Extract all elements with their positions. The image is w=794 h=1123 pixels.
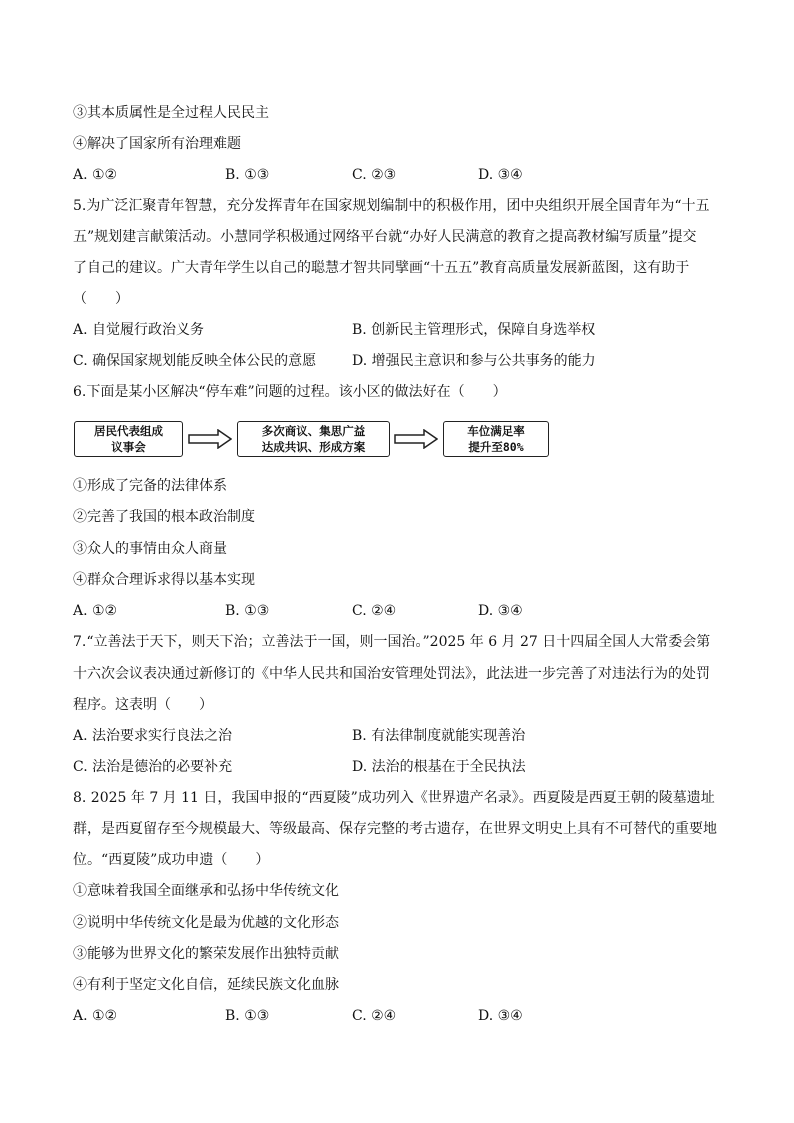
flow-box-3-line1: 车位满足率 [467,424,525,438]
q8-stem-line1: 8. 2025 年 7 月 11 日，我国申报的“西夏陵”成功列入《世界遗产名录》。西夏陵是西夏王朝的陵墓遗址 [73,790,715,806]
q6-option-a: A. ①② [73,603,118,619]
flow-box-2-line2: 达成共识、形成方案 [261,440,366,454]
q4-option-d: D. ③④ [478,167,523,183]
q5-stem-line1: 5.为广泛汇聚青年智慧，充分发挥青年在国家规划编制中的积极作用，团中央组织开展全国青年为“十五 [73,198,710,214]
q5-option-a: A. 自觉履行政治义务 [73,322,205,338]
q6-option-c: C. ②④ [352,603,397,619]
q8-stem-line3: 位。“西夏陵”成功申遗（ ） [73,852,270,868]
flow-arrow-1-icon [188,429,232,449]
q4-item-3: ③其本质属性是全过程人民民主 [73,105,269,121]
q6-stem: 6.下面是某小区解决“停车难”问题的过程。该小区的做法好在（ ） [73,384,507,400]
flow-box-2 [237,421,390,457]
q6-item-1: ①形成了完备的法律体系 [73,478,227,494]
q5-option-d: D. 增强民主意识和参与公共事务的能力 [352,353,596,369]
q7-option-c: C. 法治是德治的必要补充 [73,759,233,775]
q4-option-a: A. ①② [73,167,118,183]
q6-item-3: ③众人的事情由众人商量 [73,541,227,557]
q8-item-4: ④有利于坚定文化自信，延续民族文化血脉 [73,977,339,993]
q7-options-row2 [73,757,733,777]
q7-option-b: B. 有法律制度就能实现善治 [352,728,526,744]
q6-item-2: ②完善了我国的根本政治制度 [73,509,255,525]
flow-box-1 [74,421,183,457]
q8-item-3: ③能够为世界文化的繁荣发展作出独特贡献 [73,946,339,962]
q7-options-row1 [73,726,733,746]
q8-options [73,1006,733,1026]
flow-box-2-line1: 多次商议、集思广益 [261,424,366,438]
q4-item-4: ④解决了国家所有治理难题 [73,136,241,152]
q7-option-a: A. 法治要求实行良法之治 [73,728,233,744]
q8-item-1: ①意味着我国全面继承和弘扬中华传统文化 [73,883,339,899]
flow-box-3 [443,421,549,457]
q8-option-d: D. ③④ [478,1008,523,1024]
q6-option-d: D. ③④ [478,603,523,619]
q8-option-a: A. ①② [73,1008,118,1024]
flow-box-1-line2: 议事会 [111,440,146,454]
q5-stem-line2: 五”规划建言献策活动。小慧同学积极通过网络平台就“办好人民满意的教育之提高教材编写质量”提交 [73,229,697,245]
q5-options-row2 [73,351,733,371]
q5-stem-line4: （ ） [73,291,129,307]
q7-stem-line2: 十六次会议表决通过新修订的《中华人民共和国治安管理处罚法》，此法进一步完善了对违法行为的处罚 [73,666,710,682]
q4-option-b: B. ①③ [225,167,270,183]
q4-options [73,165,733,185]
q8-item-2: ②说明中华传统文化是最为优越的文化形态 [73,915,339,931]
q5-options-row1 [73,320,733,340]
flow-box-1-line1: 居民代表组成 [94,424,163,438]
q8-option-b: B. ①③ [225,1008,270,1024]
q8-stem-line2: 群，是西夏留存至今规模最大、等级最高、保存完整的考古遗存，在世界文明史上具有不可替代的重要地 [73,821,717,837]
q5-option-b: B. 创新民主管理形式，保障自身选举权 [352,322,596,338]
q5-stem-line3: 了自己的建议。广大青年学生以自己的聪慧才智共同擘画“十五五”教育高质量发展新蓝图，这有助于 [73,260,690,276]
flow-box-3-line2: 提升至80% [468,440,524,454]
q6-item-4: ④群众合理诉求得以基本实现 [73,572,255,588]
q8-option-c: C. ②④ [352,1008,397,1024]
q4-option-c: C. ②③ [352,167,397,183]
q6-options [73,601,733,621]
q7-stem-line3: 程序。这表明（ ） [73,697,213,713]
q6-option-b: B. ①③ [225,603,270,619]
q7-stem-line1: 7.“立善法于天下，则天下治；立善法于一国，则一国治。”2025 年 6 月 27 日十四届全国人大常委会第 [73,634,711,650]
flow-arrow-2-icon [394,429,438,449]
q7-option-d: D. 法治的根基在于全民执法 [352,759,526,775]
q5-option-c: C. 确保国家规划能反映全体公民的意愿 [73,353,317,369]
